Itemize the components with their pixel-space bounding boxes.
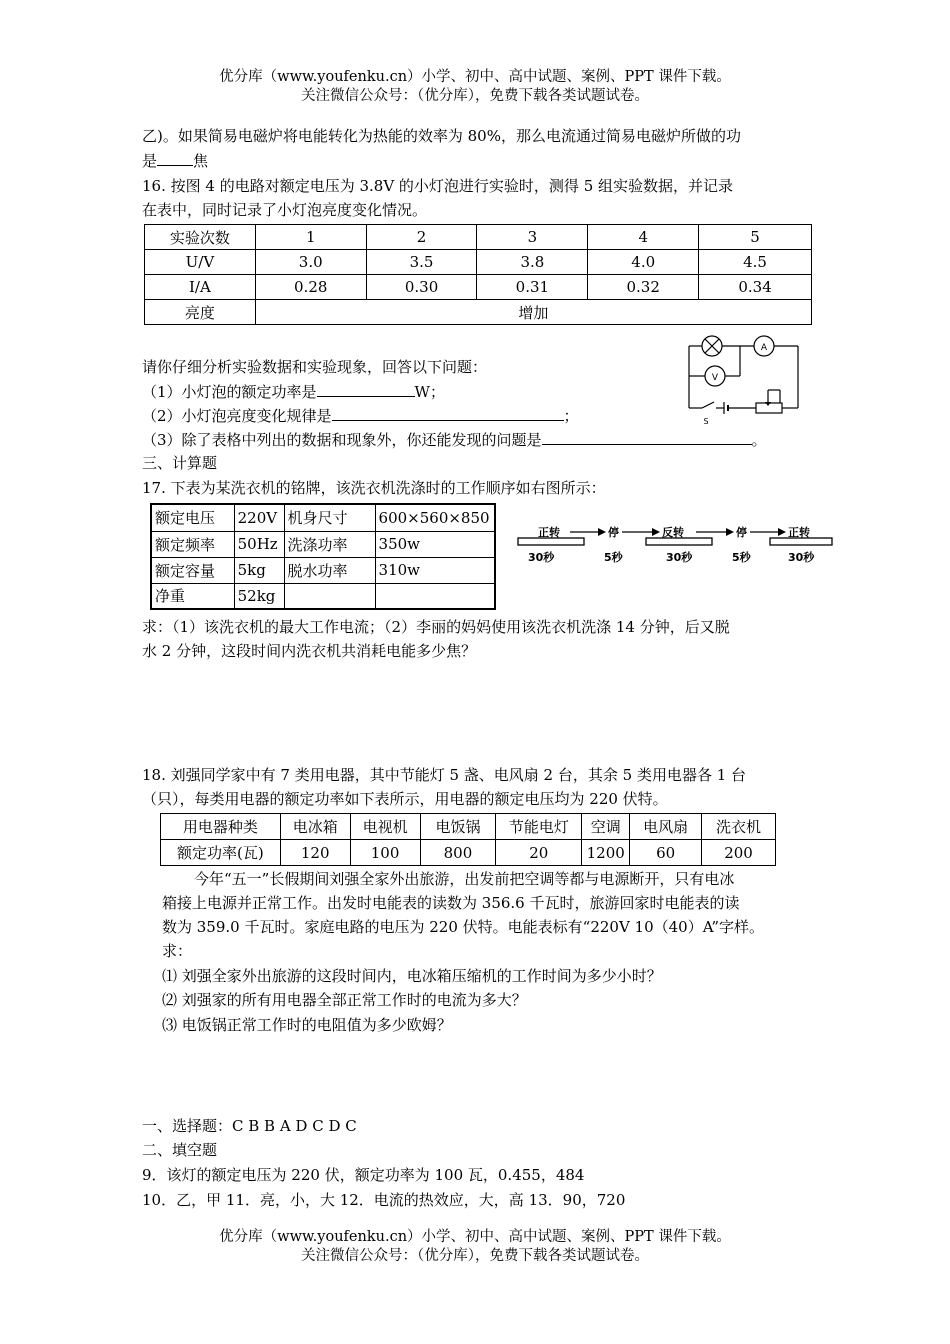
q16-table-cell: 3.5 — [366, 250, 477, 275]
cycle-bar-forward-1 — [518, 538, 584, 545]
q16-prompt: 请你仔细分析实验数据和实验现象，回答以下问题： — [142, 358, 488, 376]
q16-blank-3[interactable] — [542, 428, 752, 445]
q16-table-header: 实验次数 — [145, 225, 256, 250]
q18-line-1: 18. 刘强同学家中有 7 类用电器，其中节能灯 5 盏、电风扇 2 台，其余 5 类用电器各 1 台 — [142, 766, 747, 784]
q16-table-cell: 0.34 — [699, 275, 812, 300]
nameplate-cell: 额定容量 — [151, 557, 234, 583]
q16-sub-1-text: （1）小灯泡的额定功率是 — [142, 383, 317, 401]
q16-sub-3-text: （3）除了表格中列出的数据和现象外，你还能发现的问题是 — [142, 431, 542, 449]
nameplate-cell: 机身尺寸 — [284, 504, 375, 531]
q16-table-header: 5 — [699, 225, 812, 250]
header-line-2: 关注微信公众号：（优分库），免费下载各类试题试卷。 — [301, 88, 649, 104]
q18-table-header: 用电器种类 — [161, 814, 281, 840]
q15-line-1: 乙)。如果简易电磁炉将电能转化为热能的效率为 80%，那么电流通过简易电磁炉所做的功 — [142, 127, 741, 145]
q16-sub-2-text: （2）小灯泡亮度变化规律是 — [142, 407, 332, 425]
header-line-1: 优分库（www.youfenku.cn）小学、初中、高中试题、案例、PPT 课件下载。 — [219, 69, 731, 85]
q16-table-cell: I/A — [145, 275, 256, 300]
q16-blank-1[interactable] — [317, 380, 415, 397]
q16-table-header: 1 — [255, 225, 366, 250]
q18-sub-3: ⑶ 电饭锅正常工作时的电阻值为多少欧姆？ — [162, 1016, 452, 1034]
q16-table-cell: 4.5 — [699, 250, 812, 275]
nameplate-cell: 净重 — [151, 583, 234, 609]
q15-line-2 — [142, 149, 208, 172]
nameplate-cell — [284, 583, 375, 609]
q18-table-cell: 120 — [280, 840, 350, 866]
cycle-time: 5秒 — [732, 551, 751, 564]
footer-line-1: 优分库（www.youfenku.cn）小学、初中、高中试题、案例、PPT 课件下载。 — [219, 1229, 731, 1245]
answers-line-1: 一、选择题：C B B A D C D C — [142, 1117, 357, 1135]
q18-line-2: （只），每类用电器的额定功率如下表所示，用电器的额定电压均为 220 伏特。 — [142, 790, 668, 808]
q18-para-1: 今年“五一”长假期间刘强全家外出旅游，出发前把空调等都与电源断开，只有电冰 — [194, 870, 735, 888]
q17-intro: 17. 下表为某洗衣机的铭牌，该洗衣机洗涤时的工作顺序如右图所示： — [142, 479, 606, 497]
cycle-time: 5秒 — [604, 551, 623, 564]
section-3-title: 三、计算题 — [142, 454, 218, 472]
q16-sub-3 — [142, 428, 767, 451]
nameplate-cell: 脱水功率 — [284, 557, 375, 583]
q18-table-header: 洗衣机 — [702, 814, 776, 840]
footer-line-2: 关注微信公众号：（优分库），免费下载各类试题试卷。 — [301, 1248, 649, 1264]
answers-line-4: 10．乙，甲 11．亮，小，大 12．电流的热效应，大，高 13．90，720 — [142, 1191, 626, 1209]
nameplate-cell — [375, 583, 495, 609]
cycle-bar-forward-2 — [770, 538, 832, 545]
q16-table-cell: 3.8 — [477, 250, 588, 275]
q18-sub-1: ⑴ 刘强全家外出旅游的这段时间内，电冰箱压缩机的工作时间为多少小时？ — [162, 967, 662, 985]
q18-table-cell: 200 — [702, 840, 776, 866]
q16-table-header: 4 — [588, 225, 699, 250]
q15-line-2-end: 焦 — [193, 152, 209, 170]
wash-cycle-diagram — [512, 518, 838, 570]
q18-sub-2: ⑵ 刘强家的所有用电器全部正常工作时的电流为多大？ — [162, 991, 527, 1009]
q16-sub-1 — [142, 380, 445, 403]
nameplate-cell: 220V — [234, 504, 284, 531]
q16-table-cell: 3.0 — [255, 250, 366, 275]
answers-line-2: 二、填空题 — [142, 1141, 218, 1159]
switch-lever — [702, 402, 714, 408]
q16-brightness-value: 增加 — [255, 300, 811, 325]
q17-ask-1: 求：（1）该洗衣机的最大工作电流；（2）李丽的妈妈使用该洗衣机洗涤 14 分钟，后又脱 — [142, 618, 730, 636]
answers-line-3: 9．该灯的额定电压为 220 伏，额定功率为 100 瓦，0.455，484 — [142, 1166, 585, 1184]
q18-table-cell: 60 — [630, 840, 702, 866]
arrow-head-icon — [598, 528, 606, 536]
q18-table-header: 节能电灯 — [496, 814, 582, 840]
q18-table-header: 空调 — [582, 814, 630, 840]
arrow-head-icon — [778, 528, 786, 536]
q18-para-4: 求： — [162, 942, 193, 960]
cycle-time: 30秒 — [528, 551, 555, 564]
arrow-head-icon — [652, 528, 660, 536]
q16-sub-3-end: 。 — [751, 431, 767, 449]
q16-line-2: 在表中，同时记录了小灯泡亮度变化情况。 — [142, 201, 428, 219]
q16-table-cell: 4.0 — [588, 250, 699, 275]
q18-table-cell: 800 — [420, 840, 496, 866]
q16-table-cell: 0.32 — [588, 275, 699, 300]
q15-blank[interactable] — [157, 149, 193, 166]
q16-brightness-label: 亮度 — [145, 300, 256, 325]
nameplate-cell: 600×560×850 — [375, 504, 495, 531]
q16-sub-1-unit: W； — [414, 383, 445, 401]
q16-line-1: 16. 按图 4 的电路对额定电压为 3.8V 的小灯泡进行实验时，测得 5 组实验数据，并记录 — [142, 177, 734, 195]
q17-nameplate-table — [150, 503, 496, 610]
ammeter-label: A — [760, 343, 768, 353]
nameplate-cell: 50Hz — [234, 531, 284, 557]
cycle-step: 正转 — [538, 526, 560, 539]
q17-ask-2: 水 2 分钟，这段时间内洗衣机共消耗电能多少焦？ — [142, 642, 477, 660]
q18-para-2: 箱接上电源并正常工作。出发时电能表的读数为 356.6 千瓦时，旅游回家时电能表的读 — [162, 894, 740, 912]
q16-table-cell: 0.31 — [477, 275, 588, 300]
q18-table-cell: 额定功率(瓦) — [161, 840, 281, 866]
q18-table-header: 电饭锅 — [420, 814, 496, 840]
nameplate-cell: 310w — [375, 557, 495, 583]
q18-appliance-table — [160, 813, 776, 866]
cycle-step: 停 — [608, 526, 619, 539]
circuit-diagram — [680, 330, 810, 426]
nameplate-cell: 5kg — [234, 557, 284, 583]
q18-table-cell: 1200 — [582, 840, 630, 866]
nameplate-cell: 52kg — [234, 583, 284, 609]
q16-sub-2 — [142, 404, 579, 427]
q18-table-cell: 20 — [496, 840, 582, 866]
q18-table-header: 电风扇 — [630, 814, 702, 840]
q18-para-3: 数为 359.0 千瓦时。家庭电路的电压为 220 伏特。电能表标有“220V 10（40）A”字样。 — [162, 918, 765, 936]
q18-table-header: 电视机 — [350, 814, 420, 840]
q16-table-cell: 0.28 — [255, 275, 366, 300]
cycle-time: 30秒 — [666, 551, 693, 564]
q16-table-header: 3 — [477, 225, 588, 250]
q16-sub-2-end: ； — [563, 407, 579, 425]
q16-table-cell: 0.30 — [366, 275, 477, 300]
q16-table-cell: U/V — [145, 250, 256, 275]
nameplate-cell: 洗涤功率 — [284, 531, 375, 557]
q16-data-table — [144, 224, 812, 325]
switch-label: S — [703, 417, 709, 426]
nameplate-cell: 350w — [375, 531, 495, 557]
cycle-time: 30秒 — [788, 551, 815, 564]
arrow-head-icon — [726, 528, 734, 536]
nameplate-cell: 额定频率 — [151, 531, 234, 557]
q18-table-header: 电冰箱 — [280, 814, 350, 840]
q15-line-2-start: 是 — [142, 152, 158, 170]
q16-blank-2[interactable] — [332, 404, 564, 421]
q16-table-header: 2 — [366, 225, 477, 250]
q18-table-cell: 100 — [350, 840, 420, 866]
cycle-step: 反转 — [662, 526, 684, 539]
nameplate-cell: 额定电压 — [151, 504, 234, 531]
cycle-step: 停 — [736, 526, 747, 539]
voltmeter-label: V — [711, 373, 719, 383]
cycle-bar-reverse — [646, 538, 712, 545]
cycle-step: 正转 — [788, 526, 810, 539]
